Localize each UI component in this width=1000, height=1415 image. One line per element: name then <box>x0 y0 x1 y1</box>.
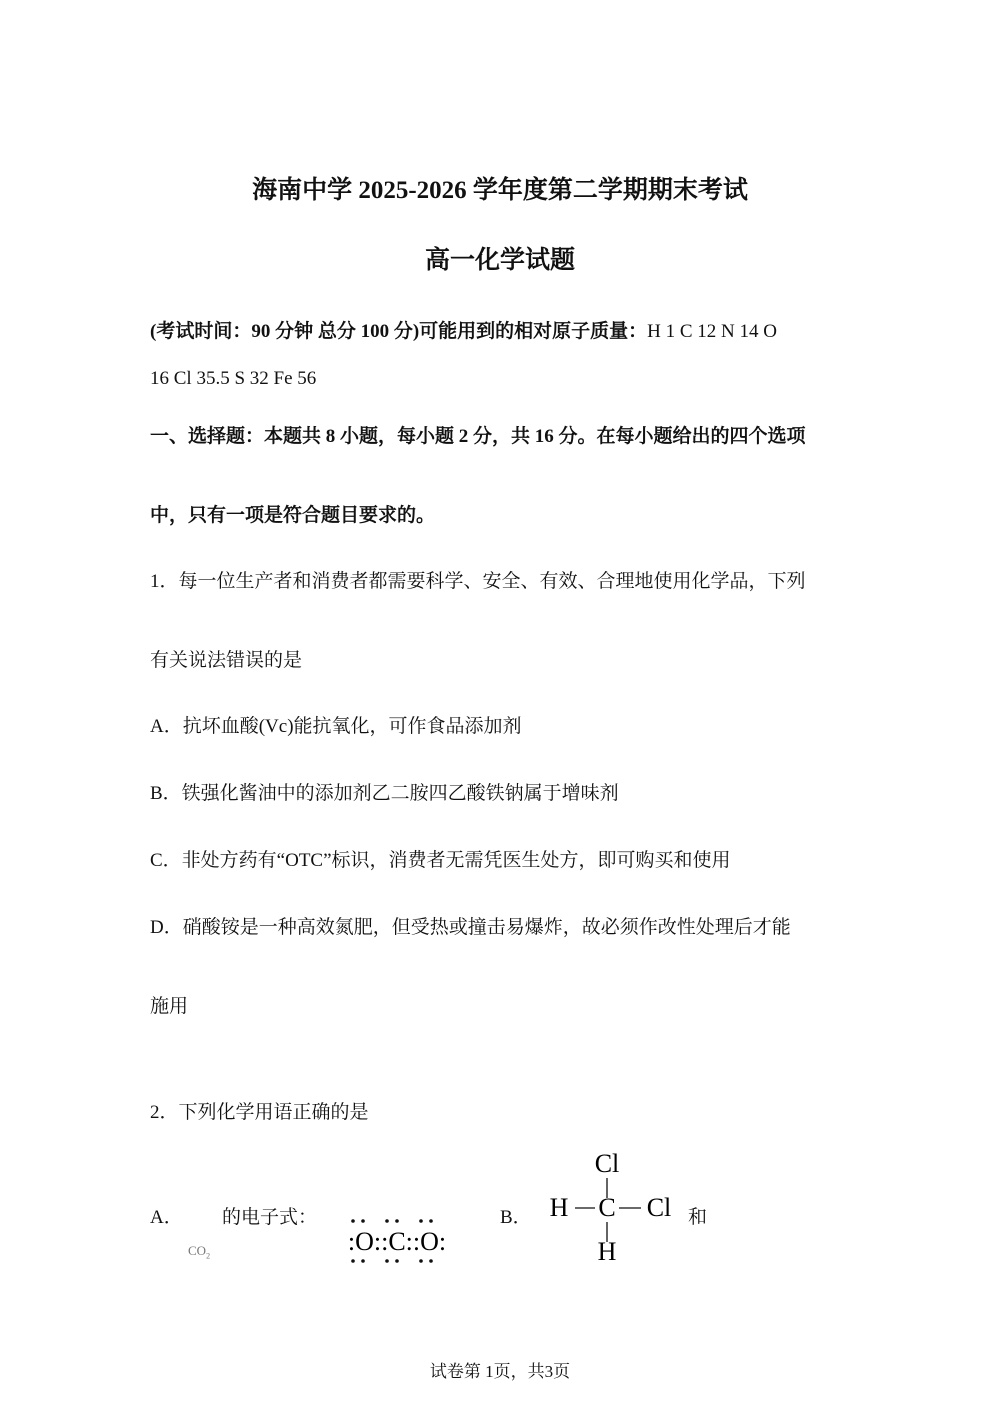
atom-left-h: H <box>549 1193 569 1222</box>
atom-bottom-h: H <box>597 1237 617 1266</box>
q1-stem-line1: 1．每一位生产者和消费者都需要科学、安全、有效、合理地使用化学品，下列 <box>150 571 806 592</box>
section-instruction-1: 一、选择题：本题共 8 小题，每小题 2 分，共 16 分。在每小题给出的四个选项 <box>150 426 806 447</box>
atom-top-cl: Cl <box>594 1149 620 1178</box>
q1-option-b: B．铁强化酱油中的添加剂乙二胺四乙酸铁钠属于增味剂 <box>150 783 619 804</box>
atomic-masses-2: 16 Cl 35.5 S 32 Fe 56 <box>150 368 317 389</box>
q1-option-d-line1: D．硝酸铵是一种高效氮肥，但受热或撞击易爆炸，故必须作改性处理后才能 <box>150 917 791 938</box>
section-instruction-2: 中，只有一项是符合题目要求的。 <box>150 505 436 526</box>
page-footer: 试卷第 1页，共3页 <box>429 1362 571 1381</box>
lewis-atoms: :O::C::O: <box>347 1227 447 1256</box>
q1-option-c: C．非处方药有“OTC”标识，消费者无需凭医生处方，即可购买和使用 <box>150 850 731 871</box>
atomic-masses-1: H 1 C 12 N 14 O <box>647 321 777 342</box>
exam-title: 海南中学 2025-2026 学年度第二学期期末考试 <box>252 177 748 204</box>
ch2cl2-structural-formula <box>545 1146 685 1270</box>
q2-option-a-co2: $CO_2$ <box>188 1243 211 1261</box>
atom-center-c: C <box>598 1193 616 1222</box>
q2-option-a-label: A． <box>150 1207 183 1228</box>
co2-lewis-structure <box>335 1212 460 1267</box>
atom-right-cl: Cl <box>646 1193 672 1222</box>
subject-title: 高一化学试题 <box>424 247 575 274</box>
q1-option-a: A．抗坏血酸(Vc)能抗氧化，可作食品添加剂 <box>150 716 522 737</box>
q1-option-d-line2: 施用 <box>150 996 189 1017</box>
exam-info-bold: (考试时间：90 分钟 总分 100 分)可能用到的相对原子质量： <box>150 321 648 342</box>
q1-stem-line2: 有关说法错误的是 <box>150 650 303 671</box>
q2-option-b-suffix: 和 <box>688 1207 708 1228</box>
q2-stem: 2．下列化学用语正确的是 <box>150 1102 369 1123</box>
q2-option-a-text: 的电子式： <box>222 1207 318 1228</box>
q2-option-b-label: B． <box>500 1207 532 1228</box>
exam-info-line1 <box>150 316 777 343</box>
